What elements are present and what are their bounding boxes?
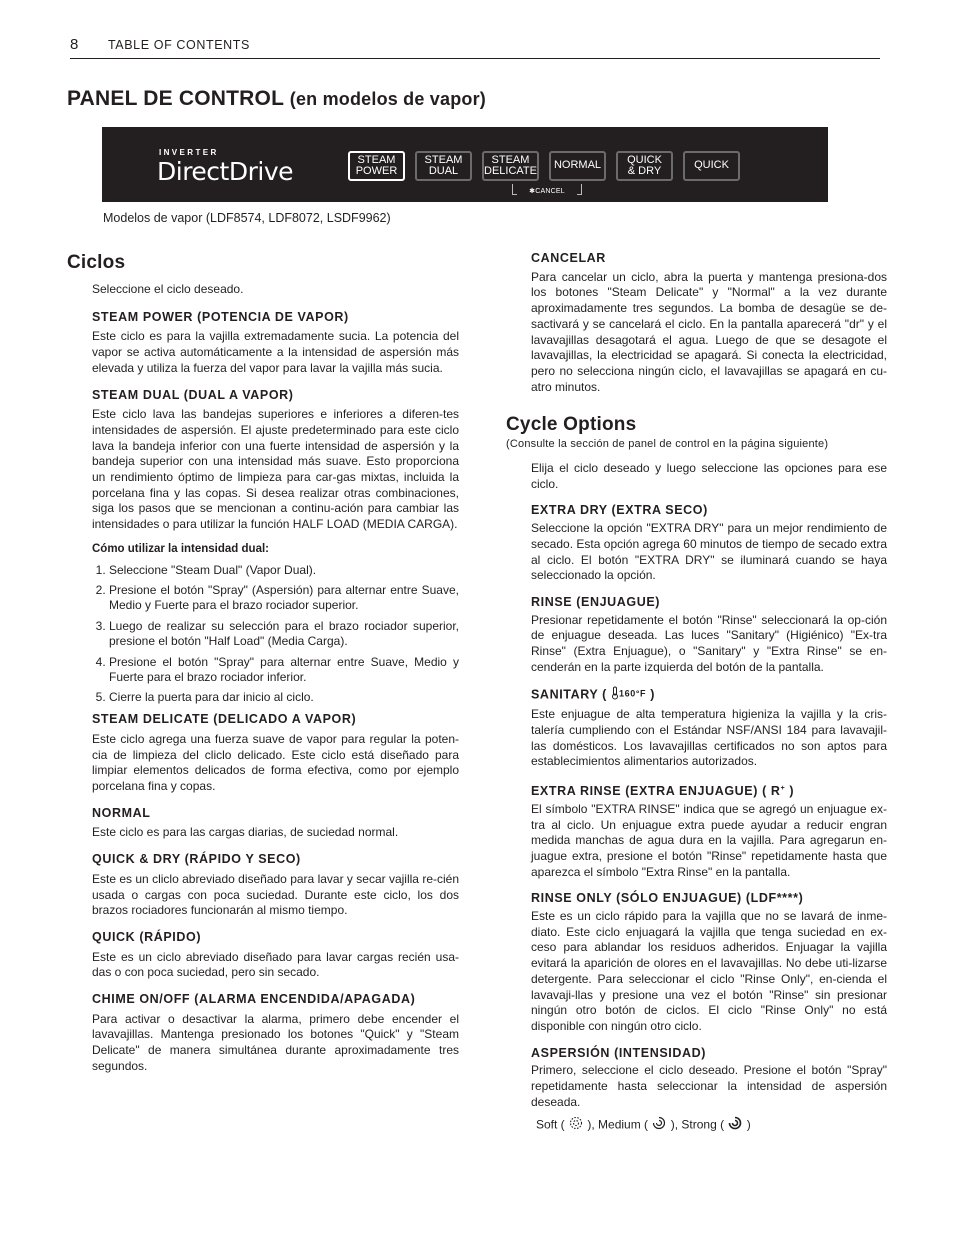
steam-power-heading: STEAM POWER (POTENCIA DE VAPOR) bbox=[92, 309, 349, 324]
steam-delicate-heading: STEAM DELICATE (DELICADO A VAPOR) bbox=[92, 712, 357, 727]
thermometer-icon bbox=[611, 686, 619, 705]
brand-directdrive-logo: DirectDrive bbox=[157, 157, 294, 186]
dual-howto-steps bbox=[92, 563, 459, 707]
medium-spray-icon bbox=[651, 1116, 667, 1135]
normal-heading: NORMAL bbox=[92, 805, 151, 820]
soft-spray-icon bbox=[568, 1116, 584, 1135]
dual-step: 3. Luego de realizar su selección para el brazo rociador superior, presione el botón "Half Load" (Media Carga). bbox=[109, 619, 459, 650]
rinse-heading: RINSE (ENJUAGUE) bbox=[531, 594, 661, 609]
normal-text: Este ciclo es para las cargas diarias, de suciedad normal. bbox=[92, 825, 399, 840]
extra-dry-text: Seleccione la opción "EXTRA DRY" para un mejor rendimiento de secado. Esta opción agrega 60 minutos de tiempo de secado extra al ciclo. El botón "EXTRA DRY" se iluminará cuando se haya seleccionado la opción. bbox=[531, 521, 887, 583]
soft-label: Soft ( bbox=[536, 1118, 565, 1132]
panel-button-quick: QUICK bbox=[683, 151, 740, 181]
page-title-sub: (en modelos de vapor) bbox=[289, 89, 486, 109]
extra-rinse-icon-plus: + bbox=[780, 784, 786, 792]
legend-close: ) bbox=[746, 1118, 751, 1132]
cancelar-text: Para cancelar un ciclo, abra la puerta y mantenga presiona-dos los botones "Steam Delicate" y "Normal" a la vez durante aproximadamente tres segundos. La bomba de desagüe se de-sactivará y se cancelará el ciclo. En la pantalla aparecerá "dr" y el lavavajillas desagotará el agua. Luego de que se desagote el lavavajillas, la electricidad se apagará. Si conecta la electricidad, pero no selecciona ningún ciclo, el lavavajillas se apagará en cu-atro minutos. bbox=[531, 269, 887, 394]
quick-heading: QUICK (RÁPIDO) bbox=[92, 929, 202, 944]
panel-button-steam-power: STEAM POWER bbox=[348, 151, 405, 181]
sanitary-text: Este enjuague de alta temperatura higieniza la vajilla y la cris-talería cumpliendo con el Estándar NSF/ANSI 184 para lavavajil-las domésticos. Los lavavajillas certificados no son aptos para establecimientos alimentarios autorizados. bbox=[531, 707, 887, 769]
chime-heading: CHIME ON/OFF (ALARMA ENCENDIDA/APAGADA) bbox=[92, 992, 416, 1007]
sanitary-temp-label: 160°F bbox=[619, 689, 647, 700]
ciclos-column bbox=[92, 282, 459, 1075]
cycle-options-intro: Elija el ciclo deseado y luego seleccione las opciones para ese ciclo. bbox=[531, 461, 887, 491]
quick-dry-heading: QUICK & DRY (RÁPIDO Y SECO) bbox=[92, 852, 301, 867]
cycle-options-title: Cycle Options bbox=[506, 414, 637, 435]
cancel-label: ✱CANCEL bbox=[517, 187, 577, 195]
strong-spray-icon bbox=[727, 1116, 743, 1135]
extra-dry-heading: EXTRA DRY (EXTRA SECO) bbox=[531, 503, 708, 518]
page-number: 8 bbox=[70, 36, 79, 53]
extra-rinse-heading-post: ) bbox=[789, 784, 795, 799]
extra-rinse-heading-pre: EXTRA RINSE (EXTRA ENJUAGUE) ( bbox=[531, 784, 767, 799]
image-caption: Modelos de vapor (LDF8574, LDF8072, LSDF9962) bbox=[103, 211, 391, 225]
cycle-options-column bbox=[531, 461, 887, 1135]
spray-intensity-legend bbox=[531, 1116, 887, 1135]
dual-howto-title: Cómo utilizar la intensidad dual: bbox=[92, 542, 269, 555]
page-title-main: PANEL DE CONTROL bbox=[67, 87, 284, 110]
cycle-options-subtitle: (Consulte la sección de panel de control en la página siguiente) bbox=[506, 438, 829, 450]
dual-step: 2. Presione el botón "Spray" (Aspersión) para alternar entre Suave, Medio y Fuerte para el brazo rociador superior. bbox=[109, 583, 459, 614]
extra-rinse-icon-letter: R bbox=[770, 784, 781, 799]
aspersion-text: Primero, seleccione el ciclo deseado. Presione el botón "Spray" repetidamente hasta seleccionar la intensidad de aspersión deseada. bbox=[531, 1063, 887, 1109]
steam-dual-heading: STEAM DUAL (DUAL A VAPOR) bbox=[92, 387, 294, 402]
dual-step: 5. Cierre la puerta para dar inicio al ciclo. bbox=[109, 690, 459, 706]
rinse-text: Presionar repetidamente el botón "Rinse" seleccionará la op-ción de enjuague deseada. Las luces "Sanitary" (Higiénico) "Ex-tra Rinse" (Extra Enjuague), o "Sanitary" y "Extra Rinse" se en-cenderán en la parte izquierda del botón de la pantalla. bbox=[531, 612, 887, 674]
extra-rinse-heading bbox=[531, 781, 887, 800]
sanitary-heading-pre: SANITARY ( bbox=[531, 688, 607, 703]
quick-dry-text: Este es un cliclo abreviado diseñado para lavar y secar vajilla re-cién usada o cargas con poca suciedad. Durante este ciclo, los dos brazos rociadores funcionarán al mismo tiempo. bbox=[92, 871, 459, 918]
page-title bbox=[67, 87, 486, 111]
panel-button-quick-dry: QUICK & DRY bbox=[616, 151, 673, 181]
steam-delicate-text: Este ciclo agrega una fuerza suave de vapor para regular la poten-cia de limpieza del cliclo delicado. Este ciclo está diseñado para limpiar elementos delicados de forma efectiva, como por ejemplo porcelana fina y copas. bbox=[92, 731, 459, 793]
ciclos-intro: Seleccione el ciclo deseado. bbox=[92, 282, 244, 296]
page-header bbox=[70, 36, 880, 59]
steam-power-text: Este ciclo es para la vajilla extremadamente sucia. La potencia del vapor se activa automáticamente a la intensidad de aspersión más elevada y utiliza la fuerza del vapor para lavar la vajilla más sucia. bbox=[92, 329, 459, 375]
panel-button-normal: NORMAL bbox=[549, 151, 606, 181]
rinse-only-heading: RINSE ONLY (SÓLO ENJUAGUE) (LDF****) bbox=[531, 891, 804, 906]
table-of-contents-link[interactable]: TABLE OF CONTENTS bbox=[108, 38, 250, 52]
strong-label: ), Strong ( bbox=[670, 1118, 725, 1132]
brand-inverter-logo: INVERTER bbox=[159, 148, 219, 157]
panel-button-steam-delicate: STEAM DELICATE bbox=[482, 151, 539, 181]
cancelar-section bbox=[531, 251, 887, 395]
extra-rinse-text: El símbolo "EXTRA RINSE" indica que se agregó un enjuague ex-tra al ciclo. Un enjuague extra puede ayudar a reducir engran medida manchas de agua dura en la vajilla. Para agregarun en-juague extra, presione el botón "Rinse" repetidamente hasta que aparezca el símbolo "Extra Rinse" en la pantalla. bbox=[531, 801, 887, 879]
quick-text: Este es un ciclo abreviado diseñado para lavar cargas recién usa-das o con poca suciedad, pero sin secado. bbox=[92, 949, 459, 980]
chime-text: Para activar o desactivar la alarma, primero debe encender el lavavajillas. Mantenga presionado los botones "Quick" y "Steam Delicate" de manera simultánea durante aproximadamente tres segundos. bbox=[92, 1011, 459, 1073]
aspersion-heading: ASPERSIÓN (INTENSIDAD) bbox=[531, 1045, 707, 1060]
cancelar-heading: CANCELAR bbox=[531, 251, 606, 265]
steam-dual-text: Este ciclo lava las bandejas superiores e inferiores a diferen-tes intensidades de aspersión. El ajuste predeterminado para este ciclo lava la bandeja inferior con una fuerte intensidad de aspersión y la bandeja superior con una intensidad más suave. Esto proporciona un rendimiento óptimo de limpieza para car-gas mixtas, incluida la porcelana fina y las copas. Si desea realizar otras combinaciones, siga los pasos que se mencionan a continu-ación para cambiar las intensidades o para utilizar la función HALF LOAD (MEDIA CARGA). bbox=[92, 407, 459, 532]
dual-step: 1. Seleccione "Steam Dual" (Vapor Dual). bbox=[109, 563, 459, 579]
sanitary-heading-post: ) bbox=[650, 688, 655, 703]
rinse-only-text: Este es un ciclo rápido para la vajilla que no se lavará de inme-diato. Este ciclo enjuagará la vajilla que tenga suciedad en ex-ceso para ablandar los residuos adheridos. Enjuagar la vajilla evitará la aparición de olores en el lavavajillas. No debe uti-lizarse detergente. Para seleccionar el ciclo "Rinse Only", en-cienda el lavavaji-llas y presione una vez el botón "Rinse" sin presionar ningún otro botón de ciclos. El ciclo "Rinse Only" no está disponible con ningún otro ciclo. bbox=[531, 909, 887, 1033]
ciclos-title: Ciclos bbox=[67, 252, 126, 273]
sanitary-heading bbox=[531, 686, 887, 705]
control-panel-image bbox=[102, 127, 828, 202]
panel-button-steam-dual: STEAM DUAL bbox=[415, 151, 472, 181]
medium-label: ), Medium ( bbox=[587, 1118, 649, 1132]
dual-step: 4. Presione el botón "Spray" para alternar entre Suave, Medio y Fuerte para el brazo rociador inferior. bbox=[109, 655, 459, 686]
